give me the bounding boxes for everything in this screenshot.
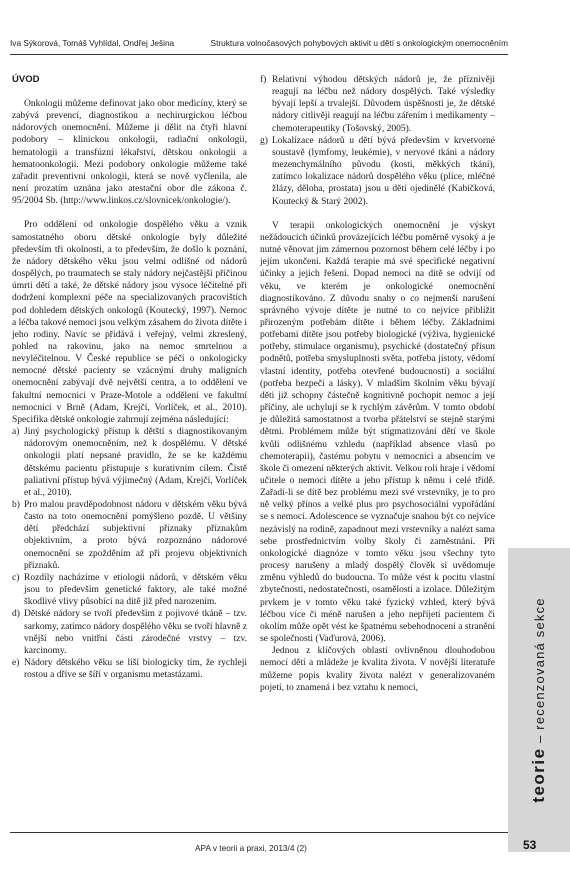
list-item bbox=[12, 608, 247, 657]
list-marker: a) bbox=[12, 427, 20, 438]
list-item bbox=[12, 572, 247, 608]
paragraph: Pro oddělení od onkologie dospělého věku a vznik samostatného oboru dětské onkologie byly důležité především tři okolnosti, a to především, že došlo k poznání, že nádory dětského věku jsou velmi odlišné od nádorů dospělých, po traumatech se staly nádory nejčastější příčinou úmrtí dětí a také, že dětské nádory jsou vysoce léčitelné při dodržení komplexní péče na specializovaných pracovištích pod dohledem dětských onkologů (Koutecký, 1997). Nemoc a léčba takové nemoci jsou velkým zásahem do života dítěte i jeho rodiny. Navíc se přidává i veřejný, velmi zkreslený, pohled na rakovinu, jako na nemoc smrtelnou a nevyléčitelnou. V České republice se péčí o onkologicky nemocné dětské pacienty se vzácnými druhy maligních onemocnění zabývají dvě největší centra, a to oddělení ve fakultní nemocnici v Praze-Motole a oddělení ve fakultní nemocnici v Brně (Adam, Krejčí, Vorlíček, et al., 2010). Specifika dětské onkologie zahrnují zejména následující: bbox=[12, 220, 247, 425]
right-column bbox=[260, 74, 495, 694]
left-column bbox=[12, 74, 247, 681]
list-item-text: Nádory dětského věku se liší biologicky tím, že rychleji rostou a dříve se šíří v organismu metastázami. bbox=[24, 658, 247, 681]
footer-rule bbox=[10, 832, 508, 833]
list-marker: g) bbox=[260, 135, 268, 146]
list-item-text: Lokalizace nádorů u dětí bývá především v krvetvorné soustavě (lymfomy, leukémie), v nervové tkáni a nádory mezenchymálního původu (kosti, měkkých tkání), zatímco lokalizace nádorů dospělého věku (plíce, mléčné žlázy, děloha, prostata) jsou u dětí ojedinělé (Kabíčková, Koutecký & Starý 2002). bbox=[272, 135, 495, 207]
list-item-text: Rozdíly nacházíme v etiologii nádorů, v dětském věku jsou to především genetické faktory, ale také možné škodlivé vlivy působící na dítě již před narozením. bbox=[24, 572, 247, 608]
paragraph: Jednou z klíčových oblastí ovlivněnou dlouhodobou nemocí dětí a mládeže je kvalita života. V novější literatuře můžeme popis kvality života nalézt v generalizovaném pojetí, to znamená i bez vztahu k nemoci, bbox=[260, 646, 495, 693]
list-marker: f) bbox=[260, 75, 267, 85]
list-item-text: Dětské nádory se tvoří především z pojivové tkáně – tzv. sarkomy, zatímco nádory dospělého věku se tvoří hlavně z vnější nebo vnitřní části zárodečné vrstvy – tzv. karcinomy. bbox=[24, 609, 247, 656]
list-marker: e) bbox=[12, 658, 20, 669]
side-tab-sub: recenzovaná sekce bbox=[532, 597, 547, 730]
specifics-list-continued bbox=[260, 74, 495, 208]
list-item-text: Relativní výhodou dětských nádorů je, že příznivěji reagují na léčbu než nádory dospělých. Také výsledky bývají lepší a trvalejší. Důvodem úspěšnosti je, že dětské nádory citlivěji reagují na léčbu zářením i medikamenty – chemoterapeutiky (Tošovský, 2005). bbox=[272, 75, 495, 134]
section-side-tab bbox=[508, 548, 570, 852]
side-tab-label bbox=[529, 597, 549, 802]
list-item bbox=[12, 657, 247, 681]
list-item bbox=[12, 426, 247, 499]
page-number: 53 bbox=[523, 838, 537, 852]
list-item-text: Pro malou pravděpodobnost nádoru v dětském věku bývá často na toto onemocnění pomýšleno pozdě. U většiny dětí předchází subjektivní příznaky příznakům objektivním, a proto bývá rozpoznáno nádorové onemocnění se zpožděním až při projevu objektivních příznaků. bbox=[24, 500, 247, 571]
list-marker: b) bbox=[12, 500, 20, 510]
side-tab-main: teorie bbox=[529, 747, 548, 803]
running-header-authors: Iva Sýkorová, Tomáš Vyhlídal, Ondřej Ješina bbox=[10, 38, 175, 48]
paragraph: V terapii onkologických onemocnění je výskyt nežádoucích účinků provázejících léčbu poměrně vysoký a je nutné věnovat jim zámernou pozornost během celé léčby i po jejím ukončení. Každá terapie má své specifické negativní účinky a jejich řešení. Dopad nemoci na dítě se odvíjí od věku, ve kterém je onkologické onemocnění diagnostikováno. Z důvodu snahy o co nejmenší narušení správného vývoje dítěte je nutné to co nejvíce přiblížit přirozeným potřebám dítěte i během léčby. Základními potřebami dítěte jsou potřeby biologické (výživa, hygienické potřeby, stimulace organismu), psychické (dostatečný přísun podnětů, potřeba smysluplnosti světa, potřeba jistoty, vědomí vlastní identity, potřeba otevřené budoucnosti) a sociální (potřeba bezpečí a lásky). V mladším školním věku bývají děti již schopny částečně kognitivně pochopit nemoc a její příčiny, ale uchylují se k rychlým závěrům. V tomto období je důležitá samostatnost a tvorba přátelství se stejně starými dětmi. Problémem může být stigmatizování dětí ve škole kvůli odlišnému vzhledu (například absence vlasů po chemoterapii), častému pobytu v nemocnici a absencím ve škole či omezení některých aktivit. Velkou roli hraje i vědomí učitele o nemoci dítěte a jeho přístup k němu i celé třídě. Zařadí-li se dítě bez problému mezi své vrstevníky, je to pro ně velký přínos a velké plus pro psychosociální vypořádání se s nemocí. Adolescence se vyznačuje snahou být co nejvíce nezávislý na rodině, zapadnout mezi vrstevníky a nalézt sama sebe prostřednictvím volby školy či zaměstnání. Při onkologické diagnóze v tomto věku jsou všechny tyto procesy narušeny a mladý dospělý člověk si uvědomuje změnu výhledů do budoucna. To může vést k pocitu vlastní zbytečnosti, nedostatečnosti, osamělosti a izolace. Důležitým prvkem je v tomto věku také fyzický vzhled, který bývá léčbou více či méně narušen a jeho nepříjetí pacientem či okolím může opět vést ke špatnému sebehodnocení a stranění se společnosti (Vaďurová, 2006). bbox=[260, 220, 495, 645]
list-marker: c) bbox=[12, 572, 20, 583]
footer-journal: APA v teorii a praxi, 2013/4 (2) bbox=[195, 843, 307, 853]
list-item-text: Jiný psychologický přístup k dětští s diagnostikovaným nádorovým onemocněním, než k dospělému. V dětské onkologii platí nepsané pravidlo, že se ke každému dětskému pacientu přistupuje s kurativním cílem. Čistě paliativní přístup bývá výjimečný (Adam, Krejčí, Vorlíček et al., 2010). bbox=[24, 427, 247, 498]
side-tab-dash: – bbox=[532, 734, 547, 743]
list-item bbox=[12, 499, 247, 572]
list-item bbox=[260, 135, 495, 208]
running-header-title: Struktura volnočasových pohybových aktivit u dětí s onkologickým onemocněním bbox=[210, 38, 508, 48]
paragraph: Onkologii můžeme definovat jako obor medicíny, který se zabývá prevencí, diagnostikou a nechirurgickou léčbou nádorových onemocnění. Můžeme ji dělit na čtyři hlavní podobory – klinickou onkologii, radiační onkologii, hematologii a transfúzní lékařství, dětskou onkologii a hematoonkologii. Mezi podobory onkologie můžeme také zařadit preventivní onkologii, která se nově vyčlenila, ale není prozatím uznána jako atestační obor dle zákona č. 95/2004 Sb. (http://www.linkos.cz/slovnicek/onkologie/). bbox=[12, 99, 247, 207]
header-rule bbox=[10, 54, 508, 55]
specifics-list bbox=[12, 426, 247, 681]
list-item bbox=[260, 74, 495, 135]
list-marker: d) bbox=[12, 609, 20, 620]
section-heading: ÚVOD bbox=[12, 74, 40, 85]
